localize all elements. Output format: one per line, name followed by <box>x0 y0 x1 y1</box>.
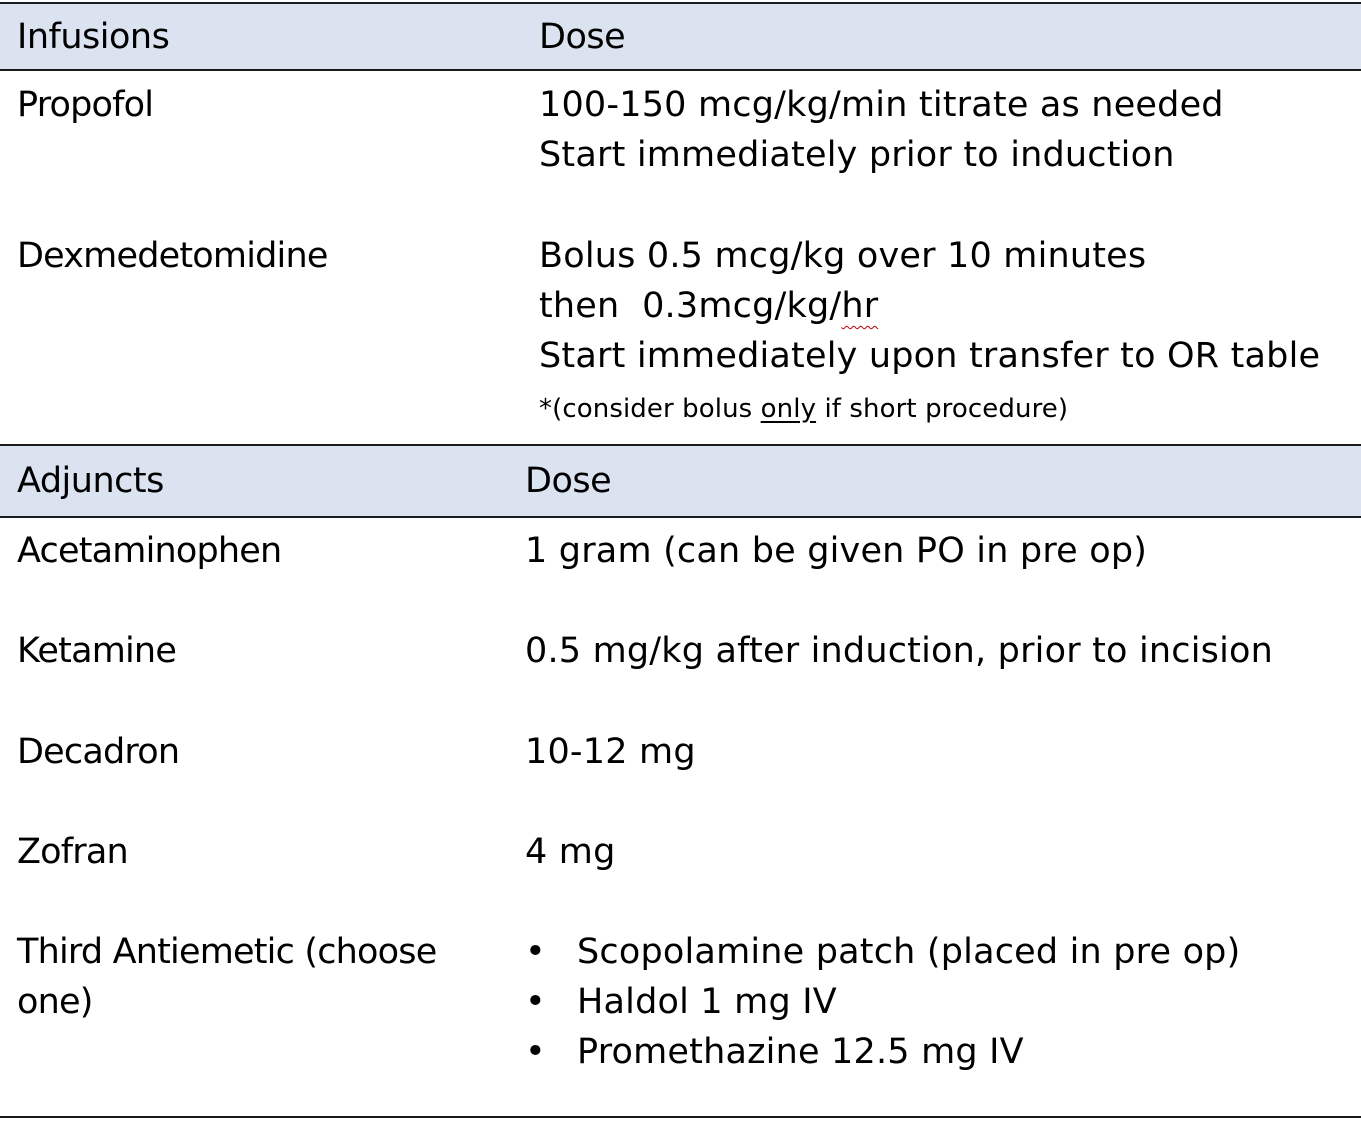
drug-name-decadron: Decadron <box>17 732 180 772</box>
dexmedetomidine-note <box>539 392 1068 426</box>
infusions-header-label: Infusions <box>17 17 170 57</box>
adjuncts-header-rule <box>0 516 1361 518</box>
dose-dexmedetomidine-line-2 <box>539 281 878 331</box>
adjuncts-header-top-rule <box>0 444 1361 446</box>
bullet-icon: • <box>525 932 546 972</box>
adjuncts-dose-header-label: Dose <box>525 461 612 501</box>
dose-ketamine: 0.5 mg/kg after induction, prior to incision <box>525 631 1274 671</box>
drug-name-third-antiemetic-line-2: one) <box>17 982 93 1022</box>
table-top-rule <box>0 2 1361 4</box>
drug-name-third-antiemetic-line-1: Third Antiemetic (choose <box>17 932 437 972</box>
dose-dexmedetomidine-line-1: Bolus 0.5 mcg/kg over 10 minutes <box>539 236 1147 276</box>
bullet-icon: • <box>525 982 546 1022</box>
infusions-header-rule <box>0 69 1361 71</box>
drug-name-propofol: Propofol <box>17 85 154 125</box>
antiemetic-option-label: Haldol 1 mg IV <box>577 982 837 1022</box>
table-bottom-rule <box>0 1116 1361 1118</box>
drug-name-ketamine: Ketamine <box>17 631 177 671</box>
dose-acetaminophen: 1 gram (can be given PO in pre op) <box>525 531 1148 571</box>
drug-name-acetaminophen: Acetaminophen <box>17 531 282 571</box>
dose-decadron: 10-12 mg <box>525 732 696 772</box>
infusions-header-row <box>0 4 1361 70</box>
dose-dexmedetomidine-line-3: Start immediately upon transfer to OR table <box>539 336 1321 376</box>
spellcheck-flagged-word: hr <box>841 286 879 326</box>
dose-propofol-line-1: 100-150 mcg/kg/min titrate as needed <box>539 85 1224 125</box>
infusions-dose-header-label: Dose <box>539 17 626 57</box>
antiemetic-option-label: Scopolamine patch (placed in pre op) <box>577 932 1241 972</box>
note-underlined-word: only <box>760 394 817 424</box>
dose-propofol-line-2: Start immediately prior to induction <box>539 135 1175 175</box>
adjuncts-header-label: Adjuncts <box>17 461 164 501</box>
adjuncts-header-row <box>0 446 1361 517</box>
dose-zofran: 4 mg <box>525 832 616 872</box>
note-text-end: if short procedure) <box>816 394 1069 424</box>
note-text-start: *(consider bolus <box>539 394 761 424</box>
drug-name-dexmedetomidine: Dexmedetomidine <box>17 236 328 276</box>
antiemetic-option-label: Promethazine 12.5 mg IV <box>577 1032 1024 1072</box>
dose-dexmedetomidine-line-2-text: then 0.3mcg/kg/ <box>539 286 842 326</box>
bullet-icon: • <box>525 1032 546 1072</box>
drug-name-zofran: Zofran <box>17 832 128 872</box>
